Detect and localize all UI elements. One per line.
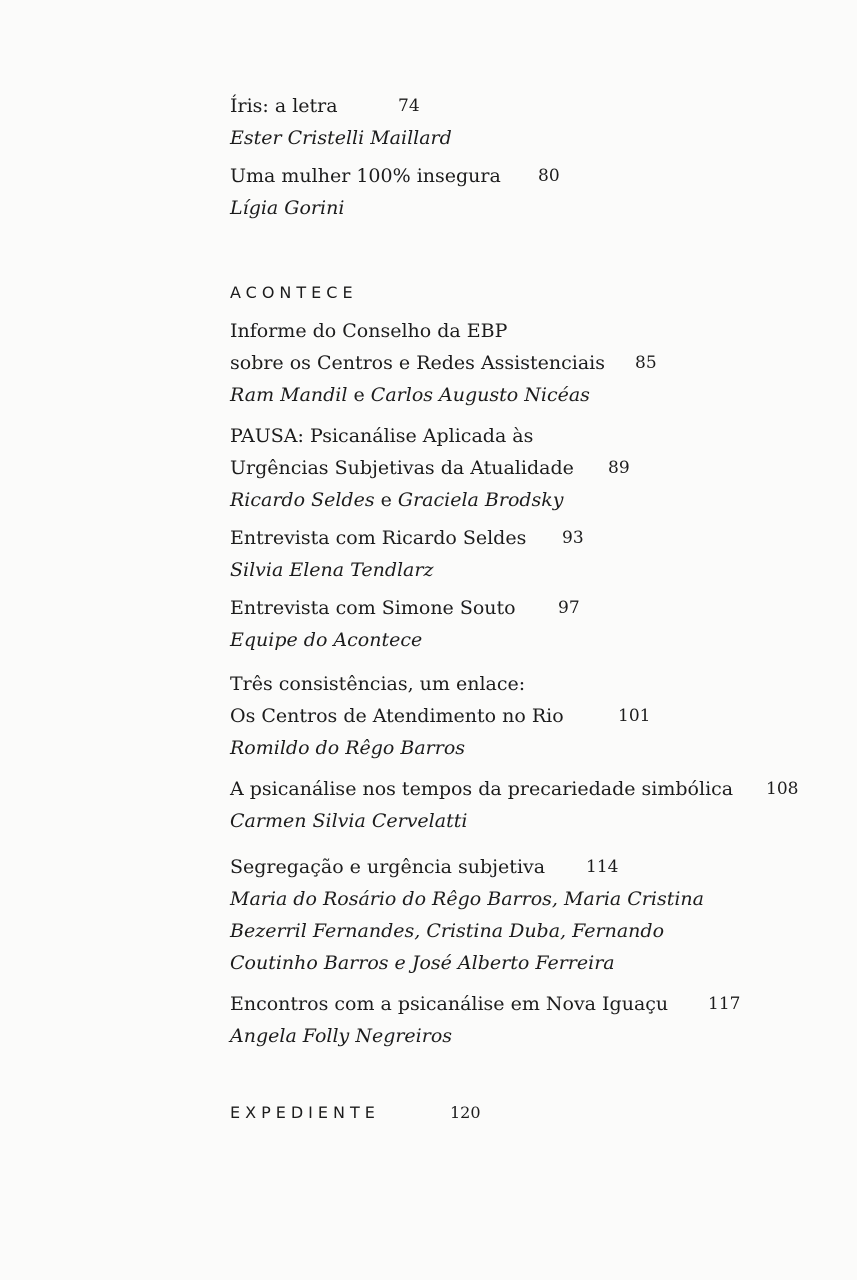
entry-title: Encontros com a psicanálise em Nova Iguaçu 117: [230, 988, 668, 1020]
entry-author: Ricardo Seldes e Graciela Brodsky: [230, 489, 564, 511]
entry-title: Uma mulher 100% insegura 80: [230, 160, 501, 192]
entry-title: Segregação e urgência subjetiva 114: [230, 851, 704, 883]
entry-author: Silvia Elena Tendlarz: [230, 559, 434, 581]
page-number: 114: [586, 857, 619, 877]
entry-title-line: sobre os Centros e Redes Assistenciais 85: [230, 347, 605, 379]
entry-author: Lígia Gorini: [230, 197, 345, 219]
entry-author: Ester Cristelli Maillard: [230, 127, 452, 149]
entry-title: Íris: a letra 74: [230, 90, 452, 122]
toc-entry-entrevista-simone: [230, 592, 580, 656]
entry-title-line: Três consistências, um enlace:: [230, 673, 526, 695]
toc-entry-tres-consistencias: [230, 668, 651, 764]
toc-entry-entrevista-ricardo: [230, 522, 584, 586]
toc-entry-pausa: [230, 420, 630, 516]
entry-title-line: PAUSA: Psicanálise Aplicada às: [230, 425, 534, 447]
entry-author: Carmen Silvia Cervelatti: [230, 810, 468, 832]
entry-author: Angela Folly Negreiros: [230, 1025, 453, 1047]
page-number: 85: [635, 353, 657, 373]
entry-title: A psicanálise nos tempos da precariedade simbólica 108: [230, 773, 733, 805]
page-number: 108: [766, 779, 799, 799]
page-number: 120: [450, 1103, 481, 1122]
toc-entry-encontros-nova-iguacu: [230, 988, 741, 1052]
toc-entry-segregacao: [230, 851, 704, 979]
entry-title: Entrevista com Ricardo Seldes 93: [230, 522, 526, 554]
entry-author-line: Coutinho Barros e José Alberto Ferreira: [230, 952, 615, 974]
section-heading-expediente: EXPEDIENTE: [230, 1103, 380, 1122]
entry-author: Equipe do Acontece: [230, 629, 423, 651]
entry-title: Entrevista com Simone Souto 97: [230, 592, 516, 624]
entry-title-line: Informe do Conselho da EBP: [230, 320, 508, 342]
entry-author: Romildo do Rêgo Barros: [230, 737, 466, 759]
page-number: 97: [558, 598, 580, 618]
entry-title-line: Urgências Subjetivas da Atualidade 89: [230, 452, 574, 484]
page-number: 117: [708, 994, 741, 1014]
entry-author-line: Bezerril Fernandes, Cristina Duba, Fernando: [230, 920, 665, 942]
toc-entry-iris: [230, 90, 452, 154]
entry-title-line: Os Centros de Atendimento no Rio 101: [230, 700, 564, 732]
page-number: 89: [608, 458, 630, 478]
page-number: 74: [398, 96, 420, 116]
page-number: 101: [618, 706, 651, 726]
page-number: 80: [538, 166, 560, 186]
page-number: 93: [562, 528, 584, 548]
toc-entry-precariedade-simbolica: [230, 773, 799, 837]
section-heading-acontece: ACONTECE: [230, 283, 358, 302]
entry-author-line: Maria do Rosário do Rêgo Barros, Maria Cristina: [230, 888, 704, 910]
toc-entry-informe: [230, 315, 657, 411]
toc-entry-uma-mulher: [230, 160, 560, 224]
entry-author: Ram Mandil e Carlos Augusto Nicéas: [230, 384, 590, 406]
